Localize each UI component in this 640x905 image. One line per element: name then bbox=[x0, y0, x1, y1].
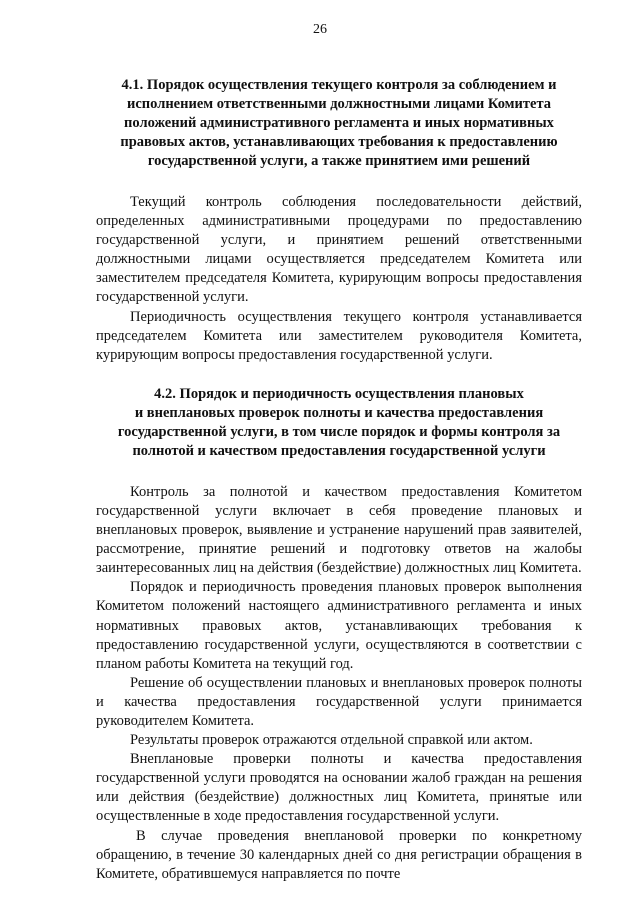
paragraph: Периодичность осуществления текущего контроля устанавливается председателем Комитета или заместителем руководителя Комитета, курирующим вопросы предоставления государственной услуги. bbox=[96, 308, 582, 363]
section-4-1 bbox=[96, 76, 582, 365]
heading-line: 4.1. Порядок осуществления текущего контроля за соблюдением и bbox=[121, 77, 557, 93]
paragraph: Результаты проверок отражаются отдельной справкой или актом. bbox=[130, 732, 533, 749]
paragraph: Решение об осуществлении плановых и внеплановых проверок полноты и качества предоставления государственной услуги принимается руководителем Комитета. bbox=[96, 674, 582, 729]
heading-line: положений административного регламента и иных нормативных bbox=[124, 115, 554, 131]
paragraph: Порядок и периодичность проведения плановых проверок выполнения Комитетом положений настоящего административного регламента и иных нормативных правовых актов, устанавливающих требования к предоставлению государственной услуги, осуществляются в соответствии с планом работы Комитета на текущий год. bbox=[96, 579, 582, 672]
section-heading bbox=[96, 385, 582, 461]
section-body bbox=[96, 193, 582, 365]
heading-line: государственной услуги, в том числе порядок и формы контроля за bbox=[117, 423, 561, 440]
paragraph: Текущий контроль соблюдения последовательности действий, определенных административными процедурами по предоставлению государственной услуги, и принятием решений ответственными должностными лицами осуществляется председателем Комитета или заместителем председателя Комитета, курирующим вопросы предоставления государственной услуги. bbox=[96, 194, 582, 306]
heading-line: правовых актов, устанавливающих требования к предоставлению bbox=[120, 134, 558, 150]
page-content bbox=[96, 76, 582, 884]
section-gap bbox=[96, 365, 582, 385]
section-heading bbox=[96, 76, 582, 171]
section-body bbox=[96, 483, 582, 884]
heading-line: и внеплановых проверок полноты и качества предоставления bbox=[134, 404, 544, 421]
paragraph: В случае проведения внеплановой проверки по конкретному обращению, в течение 30 календарных дней со дня регистрации обращения в Комитете, обратившемуся направляется по почте bbox=[96, 827, 582, 882]
heading-line: полнотой и качеством предоставления государственной услуги bbox=[132, 442, 546, 459]
paragraph: Внеплановые проверки полноты и качества предоставления государственной услуги проводятся на основании жалоб граждан на решения или действия (бездействие) должностных лиц Комитета, принятые или осуществленные в ходе предоставления государственной услуги. bbox=[96, 751, 582, 825]
paragraph: Контроль за полнотой и качеством предоставления Комитетом государственной услуги включает в себя проведение плановых и внеплановых проверок, выявление и устранение нарушений прав заявителей, рассмотрение, принятие решений и подготовку ответов на жалобы заинтересованных лиц на действия (бездействие) должностных лиц Комитета. bbox=[96, 483, 582, 577]
heading-line: государственной услуги, а также принятием ими решений bbox=[147, 153, 531, 169]
heading-line: 4.2. Порядок и периодичность осуществления плановых bbox=[154, 385, 524, 402]
section-4-2 bbox=[96, 385, 582, 884]
page-number: 26 bbox=[313, 22, 327, 37]
heading-line: исполнением ответственными должностными лицами Комитета bbox=[126, 96, 552, 112]
